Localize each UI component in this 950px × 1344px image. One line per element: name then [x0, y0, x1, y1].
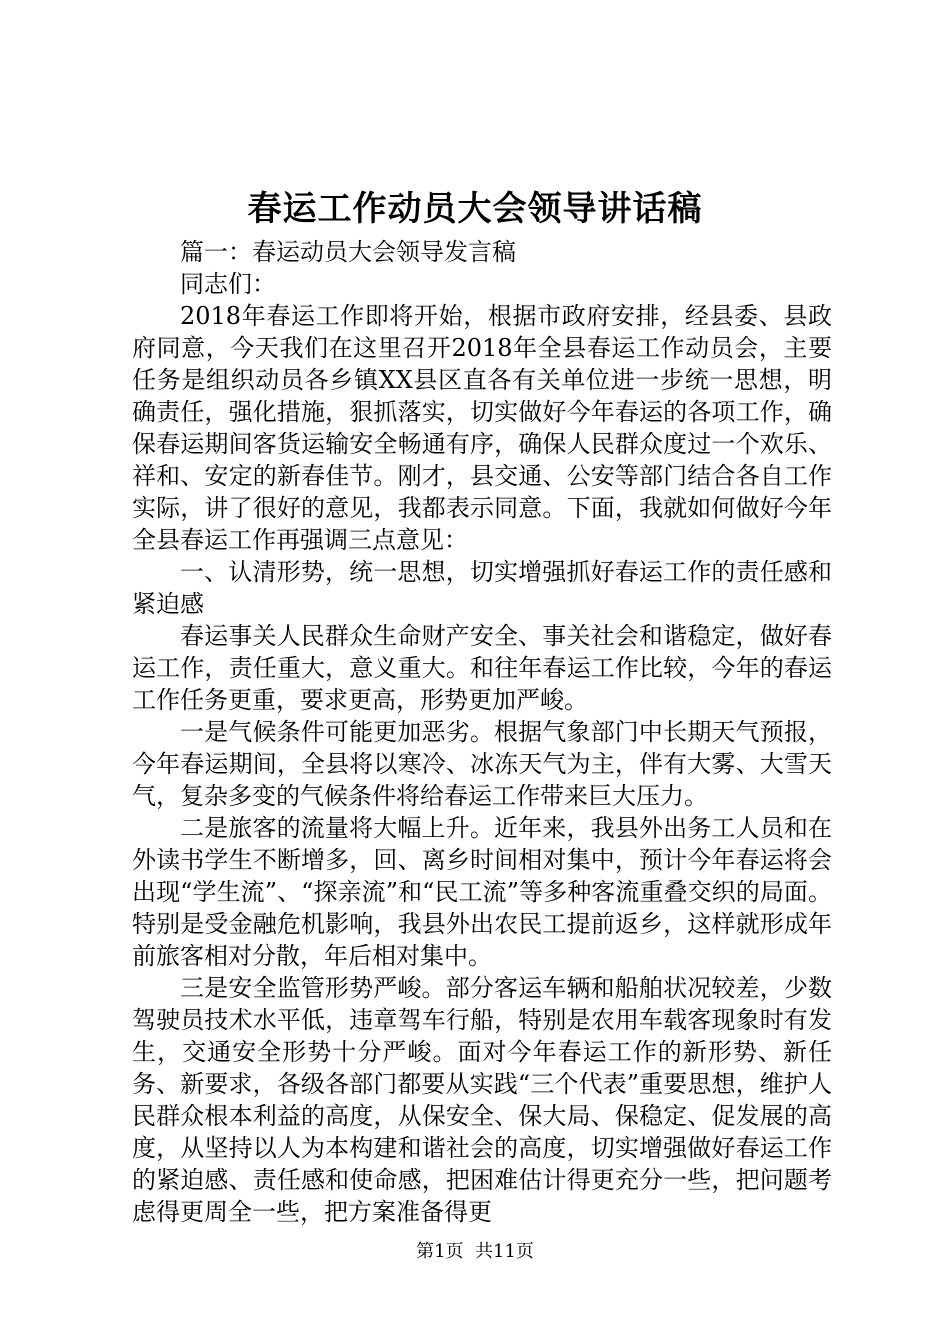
page-footer — [0, 1240, 950, 1264]
paragraph: 春运事关人民群众生命财产安全、事关社会和谐稳定，做好春运工作，责任重大，意义重大。和往年春运工作比较，今年的春运工作任务更重，要求更高，形势更加严峻。 — [132, 622, 832, 714]
paragraph: 三是安全监管形势严峻。部分客运车辆和船舶状况较差，少数驾驶员技术水平低，违章驾车行船，特别是农用车载客现象时有发生，交通安全形势十分严峻。面对今年春运工作的新形势、新任务、新要求，各级各部门都要从实践“三个代表”重要思想，维护人民群众根本利益的高度，从保安全、保大局、保稳定、促发展的高度，从坚持以人为本构建和谐社会的高度，切实增强做好春运工作的紧迫感、责任感和使命感，把困难估计得更充分一些，把问题考虑得更周全一些，把方案准备得更 — [132, 974, 832, 1226]
paragraph: 二是旅客的流量将大幅上升。近年来，我县外出务工人员和在外读书学生不断增多，回、离乡时间相对集中，预计今年春运将会出现“学生流”、“探亲流”和“民工流”等多种客流重叠交织的局面。特别是受金融危机影响，我县外出农民工提前返乡，这样就形成年前旅客相对分散，年后相对集中。 — [132, 814, 832, 970]
document-title: 春运工作动员大会领导讲话稿 — [247, 189, 703, 229]
salutation: 同志们： — [180, 270, 276, 298]
paragraph: 一是气候条件可能更加恶劣。根据气象部门中长期天气预报，今年春运期间，全县将以寒冷、冰冻天气为主，伴有大雾、大雪天气，复杂多变的气候条件将给春运工作带来巨大压力。 — [132, 718, 832, 810]
document-body — [132, 236, 832, 1228]
page-total: 共11页 — [475, 1241, 534, 1262]
page-number: 第1页 — [416, 1241, 464, 1262]
paragraph: 一、认清形势，统一思想，切实增强抓好春运工作的责任感和紧迫感 — [132, 558, 832, 618]
paragraph: 2018年春运工作即将开始，根据市政府安排，经县委、县政府同意，今天我们在这里召开2018年全县春运工作动员会，主要任务是组织动员各乡镇XX县区直各有关单位进一步统一思想，明确责任，强化措施，狠抓落实，切实做好今年春运的各项工作，确保春运期间客货运输安全畅通有序，确保人民群众度过一个欢乐、祥和、安定的新春佳节。刚才，县交通、公安等部门结合各自工作实际，讲了很好的意见，我都表示同意。下面，我就如何做好今年全县春运工作再强调三点意见： — [132, 302, 832, 554]
section-heading: 篇一：春运动员大会领导发言稿 — [180, 238, 516, 266]
